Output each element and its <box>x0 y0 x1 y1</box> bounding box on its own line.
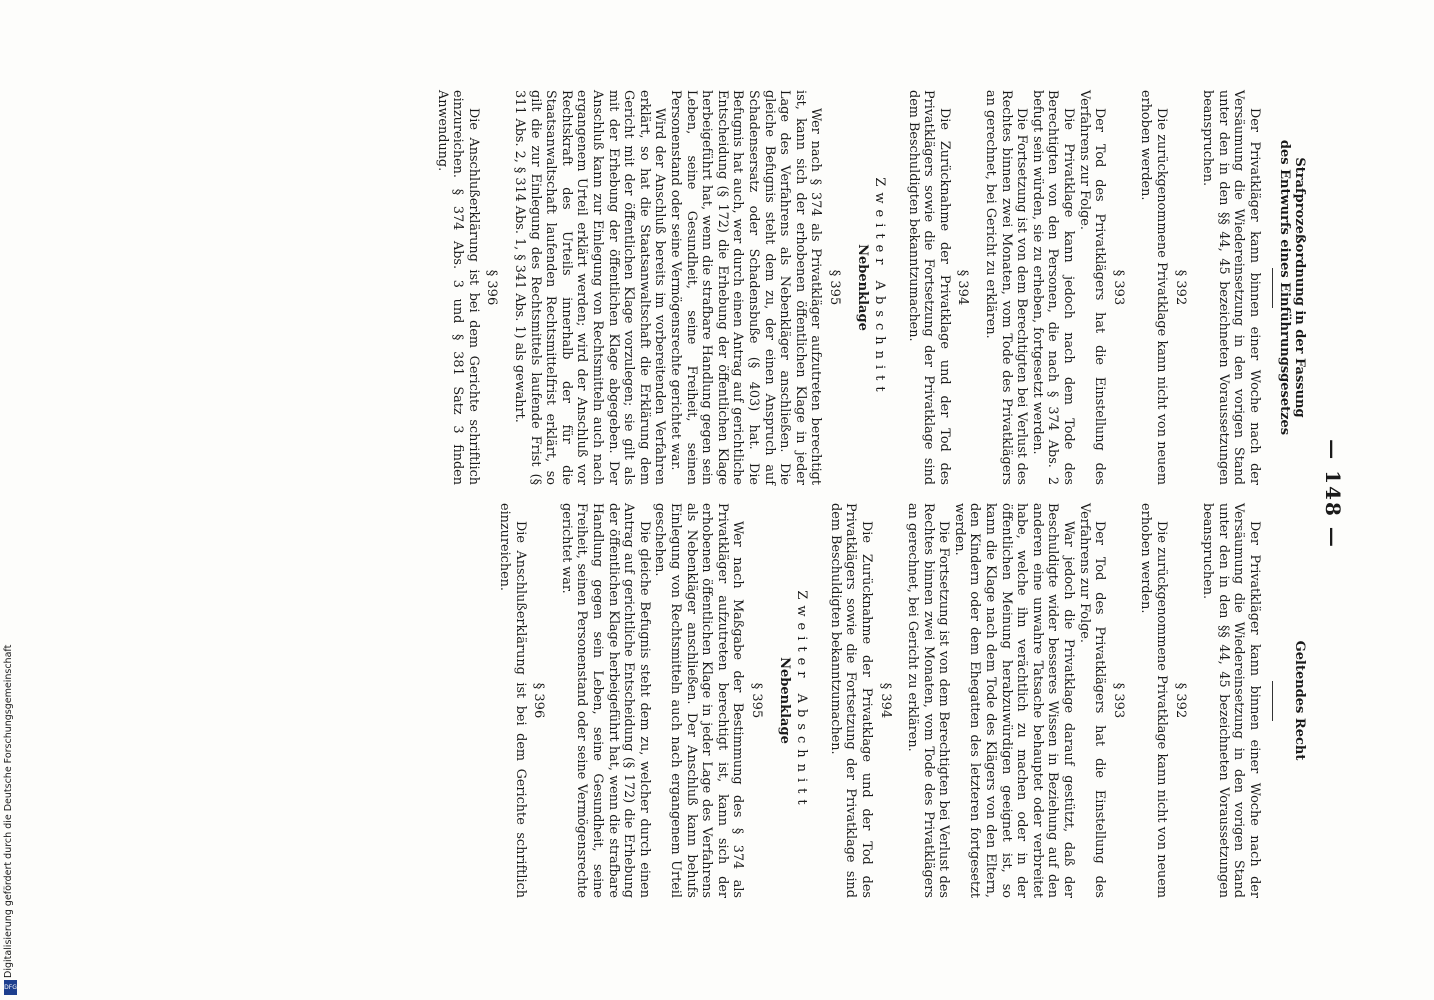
left-heading-line2: des Entwurfs eines Einführungsgesetzes <box>1277 139 1292 436</box>
right-s393-p1: Der Tod des Privatklägers hat die Einstellung des Verfahrens zur Folge. <box>1076 503 1108 898</box>
left-s393-number: § 393 <box>1110 269 1126 306</box>
right-s394-number: § 394 <box>877 682 893 719</box>
right-column <box>496 503 1307 898</box>
right-s396-text: Die Anschlußerklärung ist bei dem Gerichte schriftlich einzureichen. <box>497 503 528 898</box>
left-section-subtitle: Nebenklage <box>854 244 870 331</box>
right-s395-p2: Die gleiche Befugnis steht dem zu, welcher durch einen Antrag auf gerichtliche Entscheidung (§ 172) die Erhebung der öffentlichen Klage herbeigeführt hat, wenn die strafbare Handlung gegen sein Leben, seine Gesundheit, seine Freiheit, seinen Personenstand oder seine Vermögensrechte gerichtet war. <box>558 503 652 898</box>
left-s393-p2: Die Privatklage kann jedoch nach dem Tode des Berechtigten von den Personen, die nach § 374 Abs. 2 befugt sein würden, sie zu erheben, fortgesetzt werden. <box>1029 90 1077 485</box>
left-s393-p1: Der Tod des Privatklägers hat die Einstellung des Verfahrens zur Folge. <box>1076 90 1108 485</box>
left-s395-p2: Wird der Anschluß bereits im vorbereitenden Verfahren erklärt, so hat die Staatsanwaltschaft die Erklärung dem Gericht mit der öffentlichen Klage vorzulegen; sie gilt als mit der Erhebung der öffentlichen Klage abgegeben. Der Anschluß kann zur Einlegung von Rechtsmitteln auch nach ergangenem Urteil erklärt werden; wird der Anschluß vor Rechtskraft des Urteils innerhalb der für die Staatsanwaltschaft laufenden Rechtsmittelfrist erklärt, so gilt die zur Einlegung des Rechtsmittels laufende Frist (§ 311 Abs. 2, § 314 Abs. 1, § 341 Abs. 1) als gewahrt. <box>512 90 668 485</box>
right-section-subtitle: Nebenklage <box>776 657 792 744</box>
left-s394-number: § 394 <box>955 269 971 306</box>
left-s392-text: Die zurückgenommene Privatklage kann nicht von neuem erhoben werden. <box>1138 90 1170 485</box>
right-s393-p2: War jedoch die Privatklage darauf gestützt, daß der Beschuldigte wider besseres Wissen in Beziehung auf den anderen eine unwahre Tatsache behauptet oder verbreitet habe, welche ihn verächtlich zu machen oder in der öffentlichen Meinung herabzuwürdigen geeignet ist, so kann die Klage nach dem Tode des Klägers von den Eltern, den Kindern oder dem Ehegatten des letzteren fortgesetzt werden. <box>951 503 1077 898</box>
left-s396-number: § 396 <box>484 269 500 306</box>
left-s395-number: § 395 <box>826 269 842 306</box>
heading-rule <box>1272 681 1273 721</box>
right-heading: Geltendes Recht <box>1292 640 1307 761</box>
right-s392-number: § 392 <box>1172 682 1188 719</box>
left-section-title: Zweiter Abschnitt <box>872 177 888 398</box>
right-s392-text: Die zurückgenommene Privatklage kann nicht von neuem erhoben werden. <box>1138 503 1170 898</box>
right-s395-p1: Wer nach Maßgabe der Bestimmung des § 374 als Privatkläger aufzutreten berechtigt ist, kann sich der erhobenen öffentlichen Klage in jeder Lage des Verfahrens als Nebenkläger anschließen. Der Anschluß kann behufs Einlegung von Rechtsmitteln auch nach ergangenem Urteil geschehen. <box>652 503 746 898</box>
right-intro: Der Privatkläger kann binnen einer Woche nach der Versäumung die Wiedereinsetzung in den vorigen Stand unter den in den §§ 44, 45 bezeichneten Voraussetzungen beanspruchen. <box>1200 503 1262 898</box>
right-section-title: Zweiter Abschnitt <box>794 590 810 811</box>
right-s395-number: § 395 <box>748 682 764 719</box>
digitization-credit <box>3 606 19 996</box>
left-intro: Der Privatkläger kann binnen einer Woche nach der Versäumung die Wiedereinsetzung in den vorigen Stand unter den in den §§ 44, 45 bezeichneten Voraussetzungen beanspruchen. <box>1200 90 1262 485</box>
left-s395-p1: Wer nach § 374 als Privatkläger aufzutreten berechtigt ist, kann sich der erhobenen öffentlichen Klage in jeder Lage des Verfahrens als Nebenkläger anschließen. Die gleiche Befugnis steht dem zu, der einen Anspruch auf Schadensersatz oder Schadensbuße (§ 403) hat. Die Befugnis hat auch, wer durch einen Antrag auf gerichtliche Entscheidung (§ 172) die Erhebung der öffentlichen Klage herbeigeführt hat, wenn die strafbare Handlung gegen sein Leben, seine Gesundheit, seine Freiheit, seinen Personenstand oder seine Vermögensrechte gerichtet war. <box>668 90 824 485</box>
left-heading-line1: Strafprozeßordnung in der Fassung <box>1292 157 1307 418</box>
left-s392-number: § 392 <box>1172 269 1188 306</box>
dfg-logo: DFG <box>4 980 17 995</box>
left-s393-p3: Die Fortsetzung ist von dem Berechtigten bei Verlust des Rechtes binnen zwei Monaten, vom Tode des Privatklägers an gerechnet, bei Gericht zu erklären. <box>983 90 1030 485</box>
heading-rule <box>1272 268 1273 308</box>
left-s394-text: Die Zurücknahme der Privatklage und der Tod des Privatklägers sowie die Fortsetzung der Privatklage sind dem Beschuldigten bekanntzumachen. <box>905 90 952 485</box>
right-s394-text: Die Zurücknahme der Privatklage und der Tod des Privatklägers sowie die Fortsetzung der Privatklage sind dem Beschuldigten bekanntzumachen. <box>827 503 874 898</box>
credit-text: Digitalisierung gefördert durch die Deutsche Forschungsgemeinschaft <box>3 644 14 978</box>
rotated-page <box>145 90 1345 898</box>
left-column <box>434 90 1307 485</box>
right-s393-p3: Die Fortsetzung ist von dem Berechtigten bei Verlust des Rechtes binnen zwei Monaten, vom Tode des Privatklägers an gerechnet, bei Gericht zu erklären. <box>905 503 952 898</box>
left-s396-text: Die Anschlußerklärung ist bei dem Gerichte schriftlich einzureichen. § 374 Abs. 3 und § 381 Satz 3 finden Anwendung. <box>434 90 481 485</box>
right-s393-number: § 393 <box>1110 682 1126 719</box>
right-s396-number: § 396 <box>531 682 547 719</box>
page-number: — 148 — <box>1321 439 1345 549</box>
